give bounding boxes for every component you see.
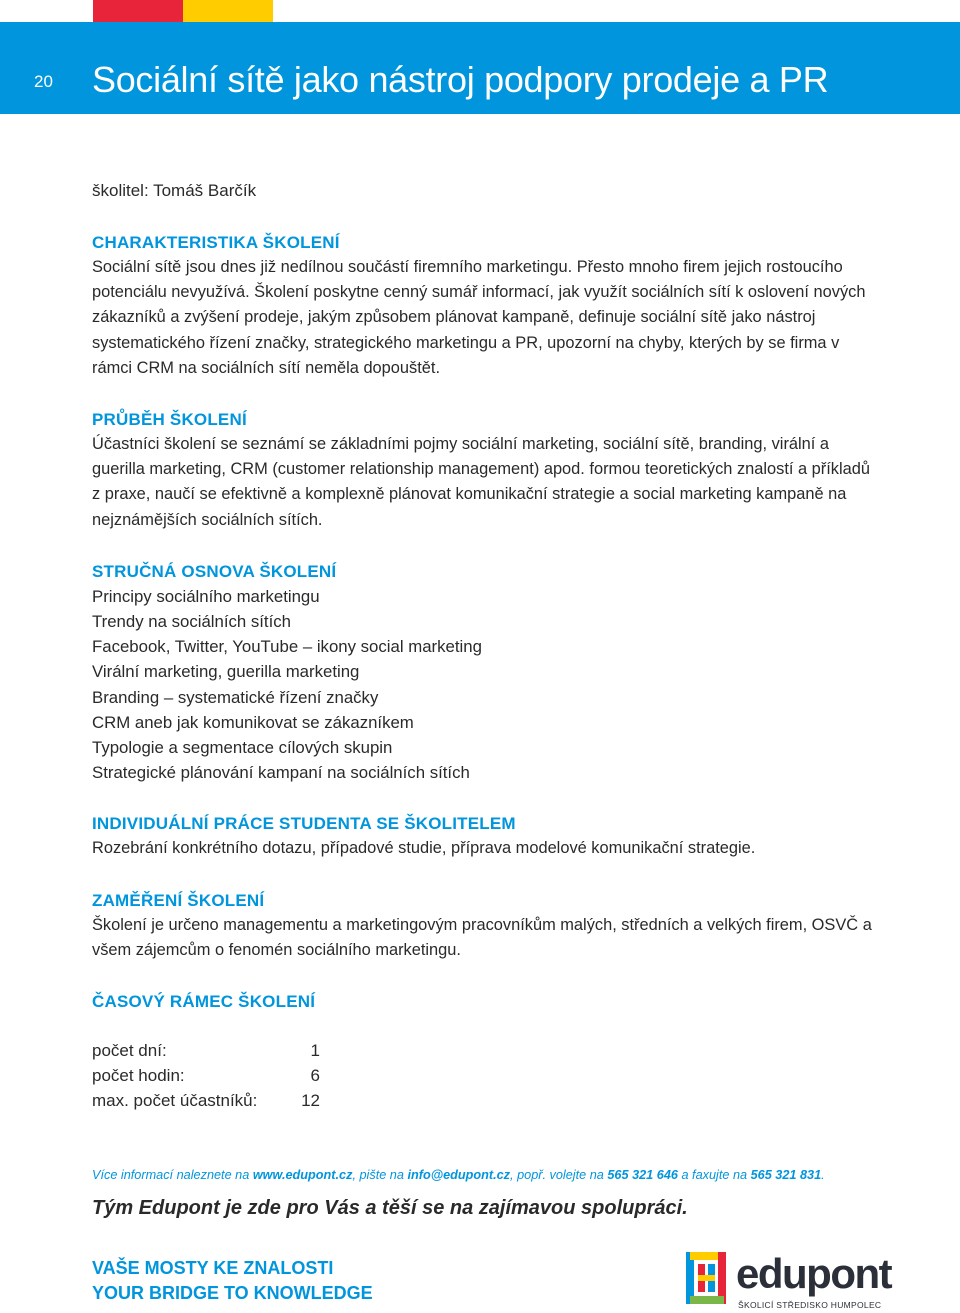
- stat-label: max. počet účastníků:: [92, 1091, 258, 1111]
- motto-line-en: YOUR BRIDGE TO KNOWLEDGE: [92, 1283, 373, 1303]
- stat-label: počet dní:: [92, 1041, 167, 1061]
- stat-row-hours: [92, 1063, 320, 1088]
- list-item: Facebook, Twitter, YouTube – ikony social marketing: [92, 637, 482, 657]
- team-line: Tým Edupont je zde pro Vás a těší se na zajímavou spolupráci.: [92, 1197, 688, 1219]
- section-outline: [92, 559, 882, 786]
- stat-value: 12: [301, 1091, 320, 1111]
- section-heading: INDIVIDUÁLNÍ PRÁCE STUDENTA SE ŠKOLITELEM: [92, 814, 516, 834]
- timeframe-stats: [92, 1038, 882, 1113]
- fax-number: 565 321 831: [750, 1168, 822, 1182]
- page-number: 20: [34, 72, 53, 91]
- list-item: Virální marketing, guerilla marketing: [92, 662, 360, 682]
- logo-wordmark: edupont: [736, 1250, 892, 1297]
- stat-label: počet hodin:: [92, 1066, 185, 1086]
- section-text: Školení je určeno managementu a marketingovým pracovníkům malých, středních a velkých firem, OSVČ a všem zájemcům o fenomén sociálního marketingu.: [92, 915, 872, 959]
- list-item: Branding – systematické řízení značky: [92, 687, 379, 707]
- section-individual: [92, 811, 882, 861]
- list-item: Trendy na sociálních sítích: [92, 612, 291, 632]
- section-characteristics: [92, 230, 882, 381]
- edupont-logo: [686, 1250, 892, 1313]
- strip-red: [93, 0, 183, 22]
- section-heading: ČASOVÝ RÁMEC ŠKOLENÍ: [92, 992, 316, 1012]
- section-heading: PRŮBĚH ŠKOLENÍ: [92, 410, 247, 430]
- top-color-strip: [93, 0, 960, 22]
- main-content: [92, 178, 882, 1139]
- contact-text: a faxujte na: [677, 1168, 751, 1182]
- phone-number: 565 321 646: [607, 1168, 678, 1182]
- email-link[interactable]: info@edupont.cz: [407, 1168, 511, 1182]
- motto-line-cz: VAŠE MOSTY KE ZNALOSTI: [92, 1258, 334, 1278]
- strip-yellow: [183, 0, 273, 22]
- list-item: Strategické plánování kampaní na sociálních sítích: [92, 763, 470, 783]
- contact-info: [92, 1168, 825, 1182]
- section-text: Účastníci školení se seznámí se základními pojmy sociální marketing, sociální sítě, branding, virální a guerilla marketing, CRM (customer relationship management) apod. formou teoretických znalostí a příkladů z praxe, naučí se efektivně a komplexně plánovat komunikační strategie a social marketing kampaně na nejznámějších sociálních sítích.: [92, 435, 870, 529]
- section-text: Sociální sítě jsou dnes již nedílnou součástí firemního marketingu. Přesto mnoho firem jejich rostoucího potenciálu nevyužívá. Školení poskytne cenný sumář informací, jak využít sociálních sítí k oslovení nových zákazníků a zvýšení prodeje, jakým způsobem plánovat kampaně, definuje sociální sítě jako nástroj systematického řízení značky, strategického marketingu a PR, upozorní na chyby, kterých by se firma v rámci CRM na sociálních sítí neměla dopouštět.: [92, 258, 866, 377]
- edupont-logo-mark-icon: [686, 1250, 726, 1306]
- section-heading: CHARAKTERISTIKA ŠKOLENÍ: [92, 233, 340, 252]
- contact-text: .: [821, 1168, 825, 1182]
- contact-text: Více informací naleznete na: [92, 1168, 253, 1182]
- page-header: [0, 22, 960, 114]
- page-title: Sociální sítě jako nástroj podpory prodeje a PR: [92, 59, 829, 100]
- contact-text: , popř. volejte na: [510, 1168, 608, 1182]
- section-heading: STRUČNÁ OSNOVA ŠKOLENÍ: [92, 561, 337, 581]
- contact-text: , pište na: [352, 1168, 408, 1182]
- website-link[interactable]: www.edupont.cz: [252, 1168, 353, 1182]
- list-item: Typologie a segmentace cílových skupin: [92, 738, 393, 758]
- motto: [92, 1256, 373, 1306]
- stat-value: 1: [310, 1041, 320, 1061]
- list-item: CRM aneb jak komunikovat se zákazníkem: [92, 712, 414, 732]
- outline-list: [92, 584, 882, 786]
- section-focus: [92, 888, 882, 963]
- stat-value: 6: [310, 1066, 320, 1086]
- section-course: [92, 407, 882, 533]
- stat-row-days: [92, 1038, 320, 1063]
- trainer-name: školitel: Tomáš Barčík: [92, 181, 257, 200]
- section-text: Rozebrání konkrétního dotazu, případové studie, příprava modelové komunikační strategie.: [92, 839, 756, 858]
- logo-subtitle: ŠKOLICÍ STŘEDISKO HUMPOLEC: [738, 1300, 882, 1310]
- section-timeframe: [92, 989, 882, 1113]
- stat-row-participants: [92, 1088, 320, 1113]
- list-item: Principy sociálního marketingu: [92, 586, 320, 606]
- section-heading: ZAMĚŘENÍ ŠKOLENÍ: [92, 890, 265, 910]
